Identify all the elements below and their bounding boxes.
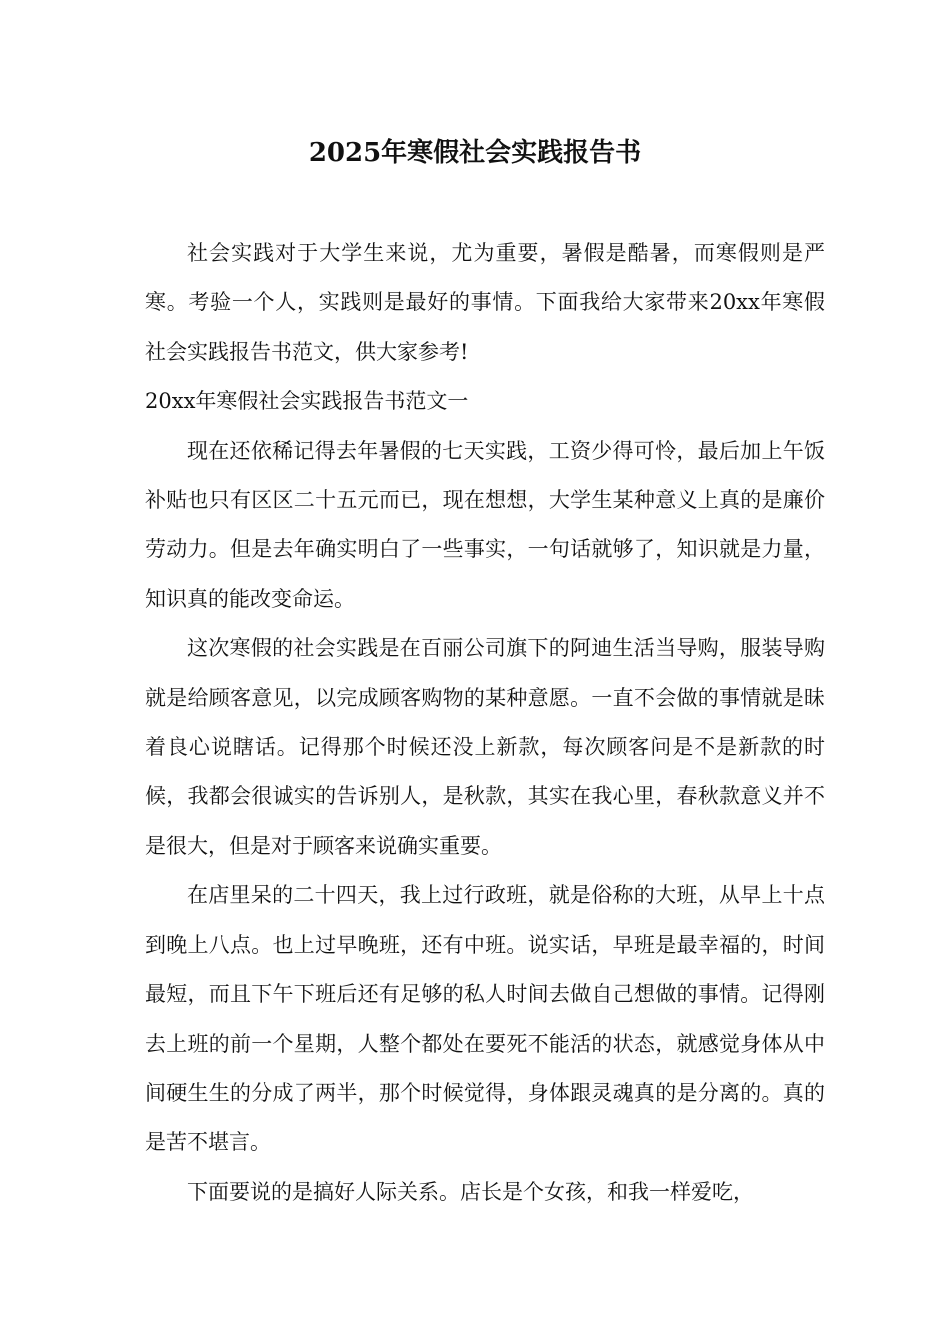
section-heading: 20xx年寒假社会实践报告书范文一 <box>145 389 469 414</box>
paragraph: 这次寒假的社会实践是在百丽公司旗下的阿迪生活当导购，服装导购就是给顾客意见，以完成顾客购物的某种意愿。一直不会做的事情就是昧着良心说瞎话。记得那个时候还没上新款，每次顾客问是不是新款的时候，我都会很诚实的告诉别人，是秋款，其实在我心里，春秋款意义并不是很大，但是对于顾客来说确实重要。 <box>145 636 825 858</box>
document-title: 2025年寒假社会实践报告书 <box>308 138 642 168</box>
paragraph: 现在还依稀记得去年暑假的七天实践，工资少得可怜，最后加上午饭补贴也只有区区二十五元而已，现在想想，大学生某种意义上真的是廉价劳动力。但是去年确实明白了一些事实，一句话就够了，知识就是力量，知识真的能改变命运。 <box>145 438 825 611</box>
paragraph: 在店里呆的二十四天，我上过行政班，就是俗称的大班，从早上十点到晚上八点。也上过早晚班，还有中班。说实话，早班是最幸福的，时间最短，而且下午下班后还有足够的私人时间去做自己想做的事情。记得刚去上班的前一个星期，人整个都处在要死不能活的状态，就感觉身体从中间硬生生的分成了两半，那个时候觉得，身体跟灵魂真的是分离的。真的是苦不堪言。 <box>145 883 825 1155</box>
paragraph-intro: 社会实践对于大学生来说，尤为重要，暑假是酷暑，而寒假则是严寒。考验一个人，实践则是最好的事情。下面我给大家带来20xx年寒假社会实践报告书范文，供大家参考! <box>145 241 825 364</box>
paragraph: 下面要说的是搞好人际关系。店长是个女孩，和我一样爱吃， <box>187 1179 754 1204</box>
document-body <box>145 229 825 1217</box>
